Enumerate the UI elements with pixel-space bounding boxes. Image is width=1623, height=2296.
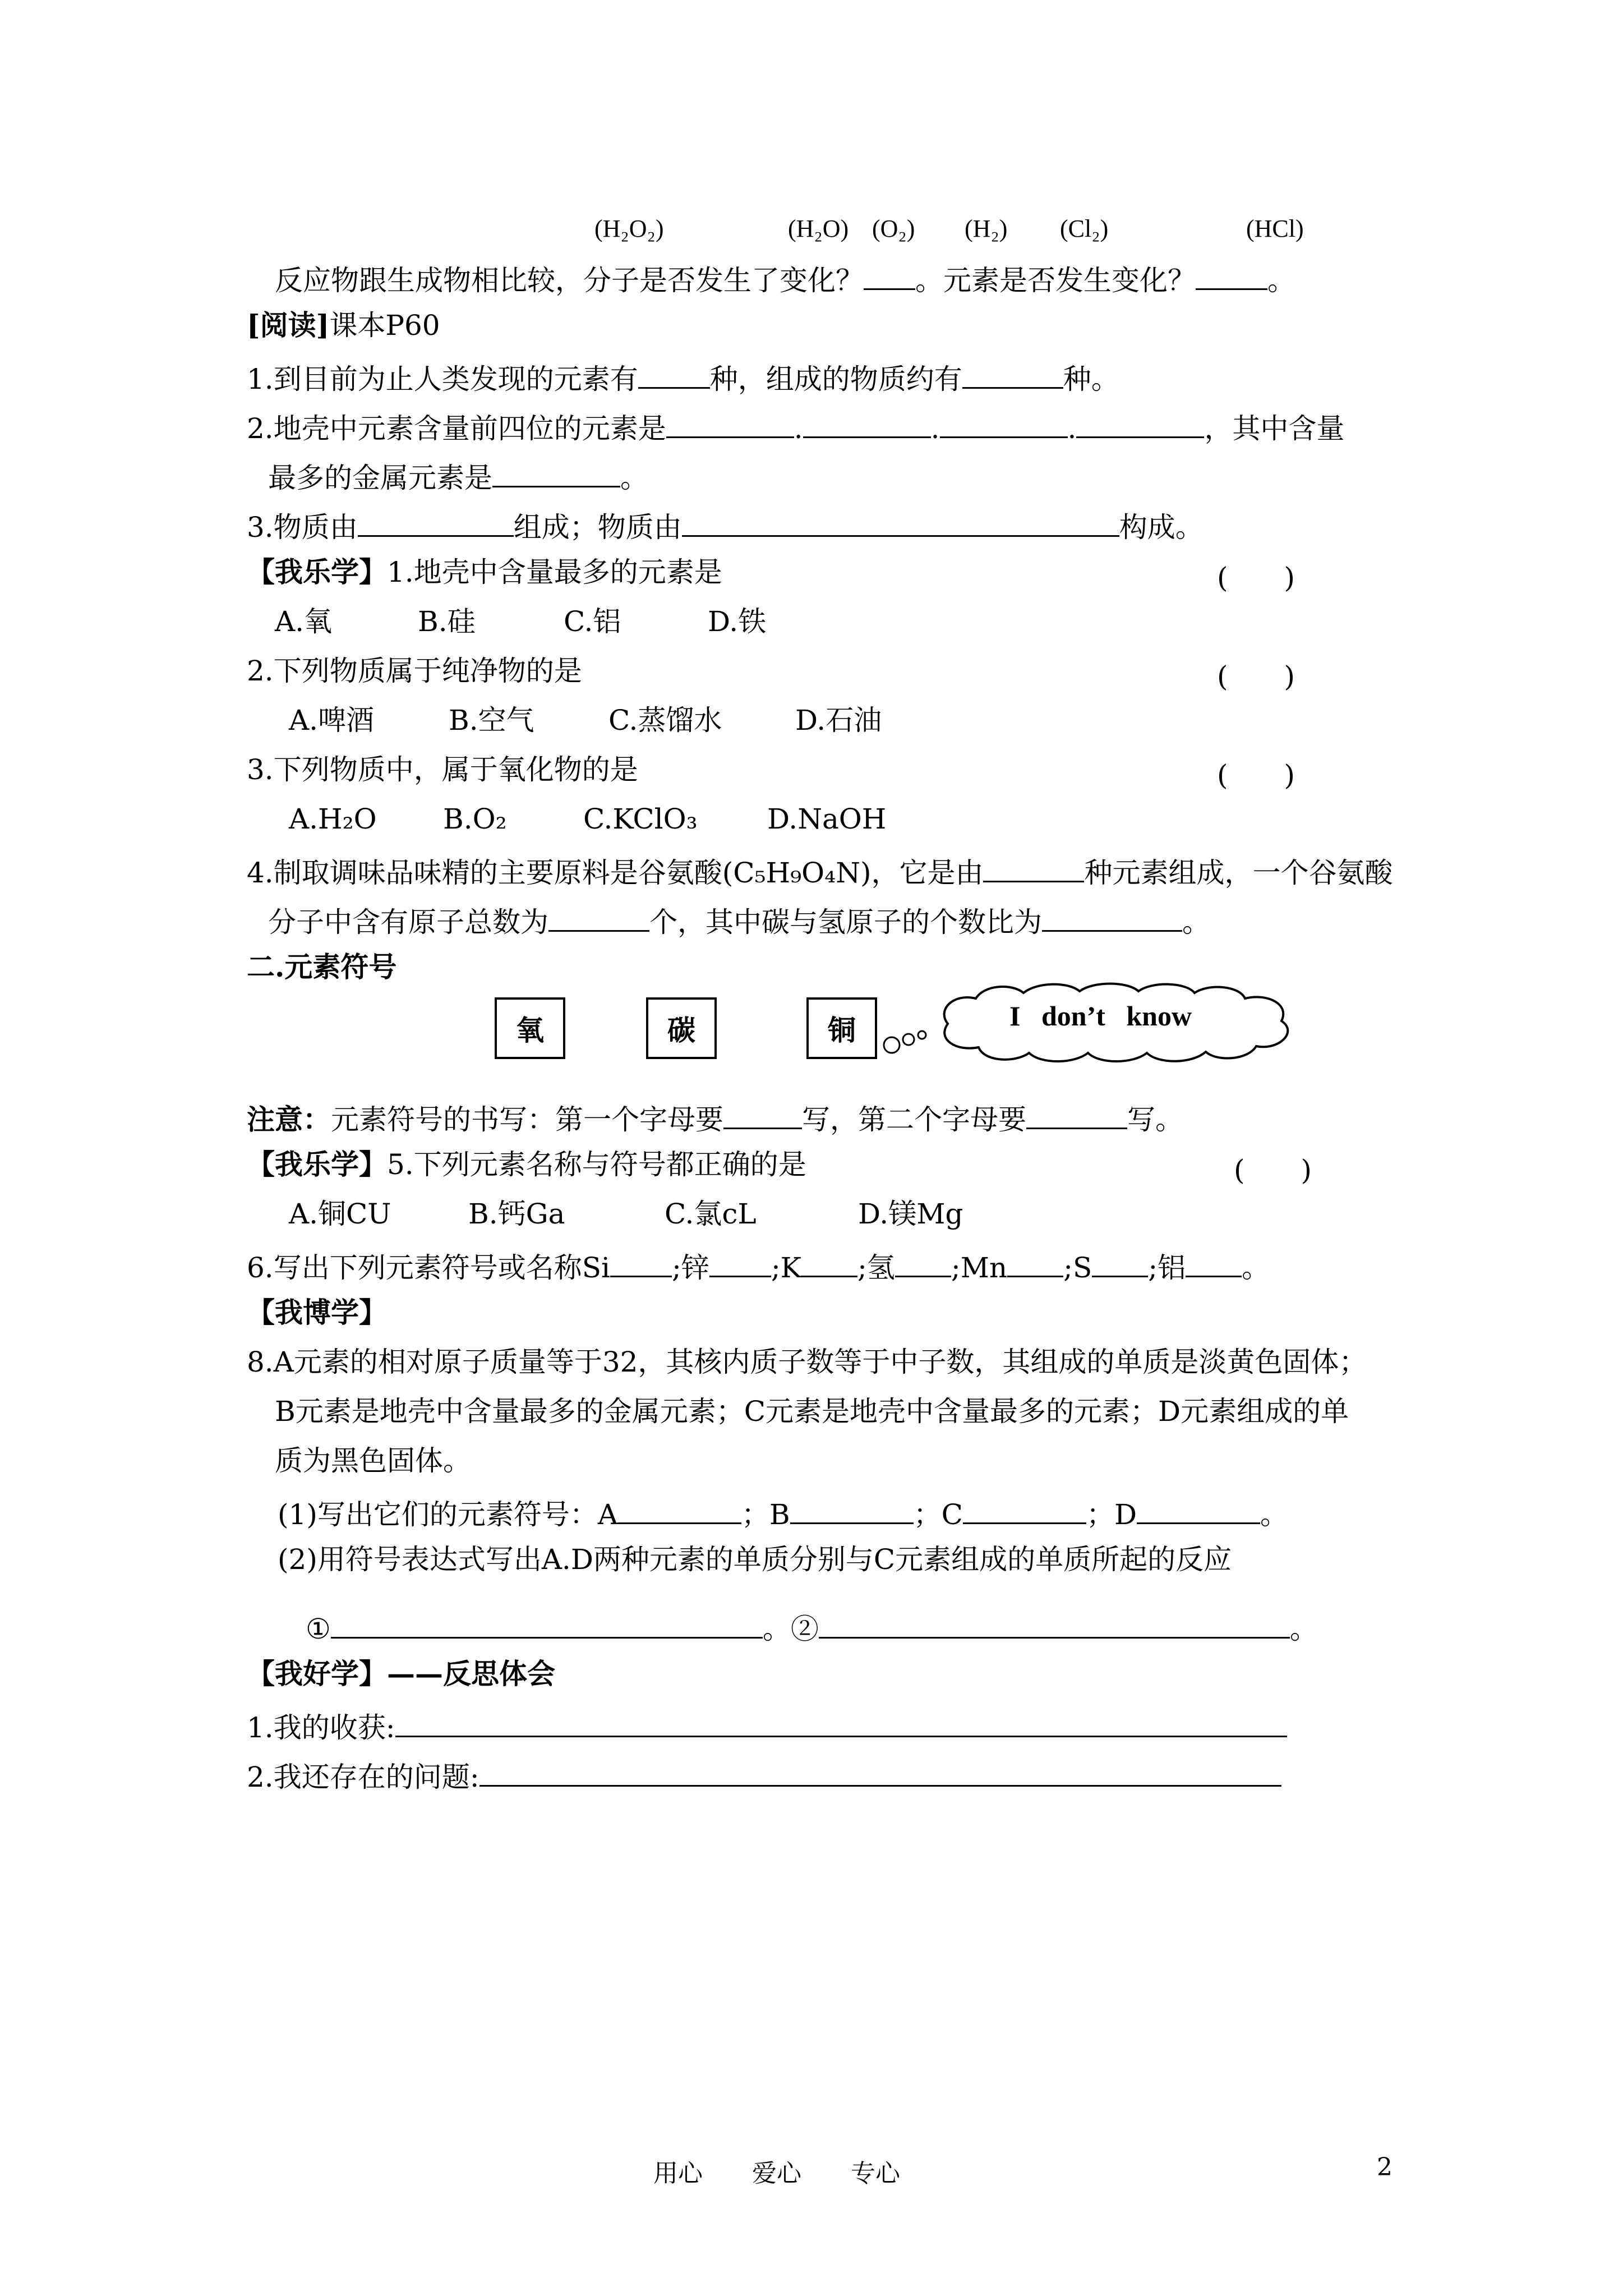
answer-blank[interactable] [1007,1246,1063,1277]
formula-cl2: (Cl₂) [1060,215,1109,242]
formula-h2o2: (H₂O₂) [594,215,664,242]
intro-question: 反应物跟生成物相比较，分子是否发生了变化？ 。元素是否发生变化？ 。 [275,259,1295,297]
formula-o2: (O₂) [872,215,915,242]
answer-blank[interactable] [358,506,514,537]
answer-blank[interactable] [940,407,1068,438]
answer-blank[interactable] [801,1246,857,1277]
footer-motto: 用心 爱心 专心 [653,2159,900,2188]
reflect-header: 【我好学】——反思体会 [247,1657,555,1690]
option-b[interactable]: B.硅 [418,605,476,638]
broad-q8-line1: 8.A元素的相对原子质量等于32，其核内质子数等于中子数，其组成的单质是淡黄色固体； [247,1346,1367,1378]
formula-hcl: (HCl) [1246,215,1304,242]
answer-blank[interactable] [618,1493,741,1524]
option-b[interactable]: B.钙Ga [468,1198,565,1230]
page-number: 2 [1377,2153,1393,2182]
answer-blank[interactable] [666,407,794,438]
answer-blank[interactable] [682,506,1119,537]
element-box-copper: 铜 [806,997,877,1059]
answer-blank[interactable] [331,1608,763,1639]
answer-blank[interactable] [638,358,710,389]
section2-title: 二.元素符号 [247,950,397,983]
broad-q8-line2: B元素是地壳中含量最多的金属元素；C元素是地壳中含量最多的元素；D元素组成的单 [275,1395,1349,1428]
option-c[interactable]: C.氯cL [665,1198,757,1230]
option-d[interactable]: D.石油 [795,704,882,737]
answer-blank[interactable] [803,407,931,438]
option-c[interactable]: C.KClO₃ [583,803,698,835]
option-d[interactable]: D.NaOH [767,803,887,835]
answer-blank[interactable] [548,901,649,932]
option-c[interactable]: C.铝 [564,605,621,638]
element-box-oxygen: 氧 [495,997,565,1059]
answer-paren[interactable]: ( ) [1234,1154,1312,1186]
broad-sub1: (1)写出它们的元素符号：A ；B ；C ；D 。 [278,1493,1288,1531]
practice1-q3: 3.下列物质中，属于氧化物的是 [247,753,638,786]
answer-paren[interactable]: ( ) [1217,562,1295,594]
option-d[interactable]: D.镁Mg [858,1198,963,1230]
answer-blank[interactable] [790,1493,914,1524]
read-q3: 3.物质由 组成；物质由 构成。 [247,506,1204,544]
practice1-q4-cont: 分子中含有原子总数为 个，其中碳与氢原子的个数比为 。 [268,901,1210,939]
answer-blank[interactable] [864,259,915,290]
option-c[interactable]: C.蒸馏水 [608,704,722,737]
read-q1: 1.到目前为止人类发现的元素有 种，组成的物质约有 种。 [247,358,1119,396]
answer-blank[interactable] [1042,901,1182,932]
formula-h2o: (H₂O) [788,215,849,242]
cloud-text: I don’t know [1009,1000,1192,1032]
answer-blank[interactable] [395,1706,1287,1737]
answer-blank[interactable] [479,1756,1281,1787]
practice1-q4: 4.制取调味品味精的主要原料是谷氨酸(C₅H₉O₄N)，它是由 种元素组成，一个谷氨酸 [247,852,1393,890]
broad-tag: 【我博学】 [247,1296,387,1329]
broad-sub2: (2)用符号表达式写出A.D两种元素的单质分别与C元素组成的单质所起的反应 [278,1543,1232,1576]
read-q2-cont: 最多的金属元素是 。 [268,457,648,495]
formula-row [0,212,1623,246]
element-box-carbon: 碳 [646,997,717,1059]
reflect-q1: 1.我的收获: [247,1706,1287,1745]
broad-sub2-answers: ① 。② 。 [306,1608,1318,1646]
answer-blank[interactable] [983,852,1084,882]
broad-q8-line3: 质为黑色固体。 [275,1444,471,1477]
answer-paren[interactable]: ( ) [1217,660,1295,693]
answer-blank[interactable] [1076,407,1204,438]
practice1-q1: 【我乐学】1.地壳中含量最多的元素是 [247,555,722,588]
option-b[interactable]: B.O₂ [443,803,507,835]
answer-blank[interactable] [1026,1098,1127,1129]
answer-blank[interactable] [723,1098,802,1129]
answer-blank[interactable] [819,1608,1290,1639]
read-q2: 2.地壳中元素含量前四位的元素是 . . . ，其中含量 [247,407,1344,445]
answer-blank[interactable] [962,358,1063,389]
option-a[interactable]: A.氧 [275,605,333,638]
answer-paren[interactable]: ( ) [1217,759,1295,792]
read-header: [阅读]课本P60 [247,309,440,342]
answer-blank[interactable] [963,1493,1086,1524]
option-d[interactable]: D.铁 [708,605,767,638]
practice2-q6: 6.写出下列元素符号或名称Si ;锌 ;K ;氢 ;Mn ;S ;铝 。 [247,1246,1270,1285]
answer-blank[interactable] [895,1246,951,1277]
answer-blank[interactable] [1092,1246,1148,1277]
answer-blank[interactable] [610,1246,672,1277]
reflect-q2: 2.我还存在的问题: [247,1756,1281,1794]
answer-blank[interactable] [1186,1246,1242,1277]
option-a[interactable]: A.H₂O [289,803,377,835]
answer-blank[interactable] [709,1246,771,1277]
option-a[interactable]: A.啤酒 [289,704,375,737]
option-a[interactable]: A.铜CU [289,1198,391,1230]
option-b[interactable]: B.空气 [449,704,534,737]
answer-blank[interactable] [1137,1493,1260,1524]
answer-blank[interactable] [492,457,620,487]
answer-blank[interactable] [1196,259,1267,290]
formula-h2: (H₂) [965,215,1008,242]
practice2-q5: 【我乐学】5.下列元素名称与符号都正确的是 [247,1148,806,1181]
note: 注意：元素符号的书写：第一个字母要 写，第二个字母要 写。 [247,1098,1183,1137]
practice1-q2: 2.下列物质属于纯净物的是 [247,655,582,687]
